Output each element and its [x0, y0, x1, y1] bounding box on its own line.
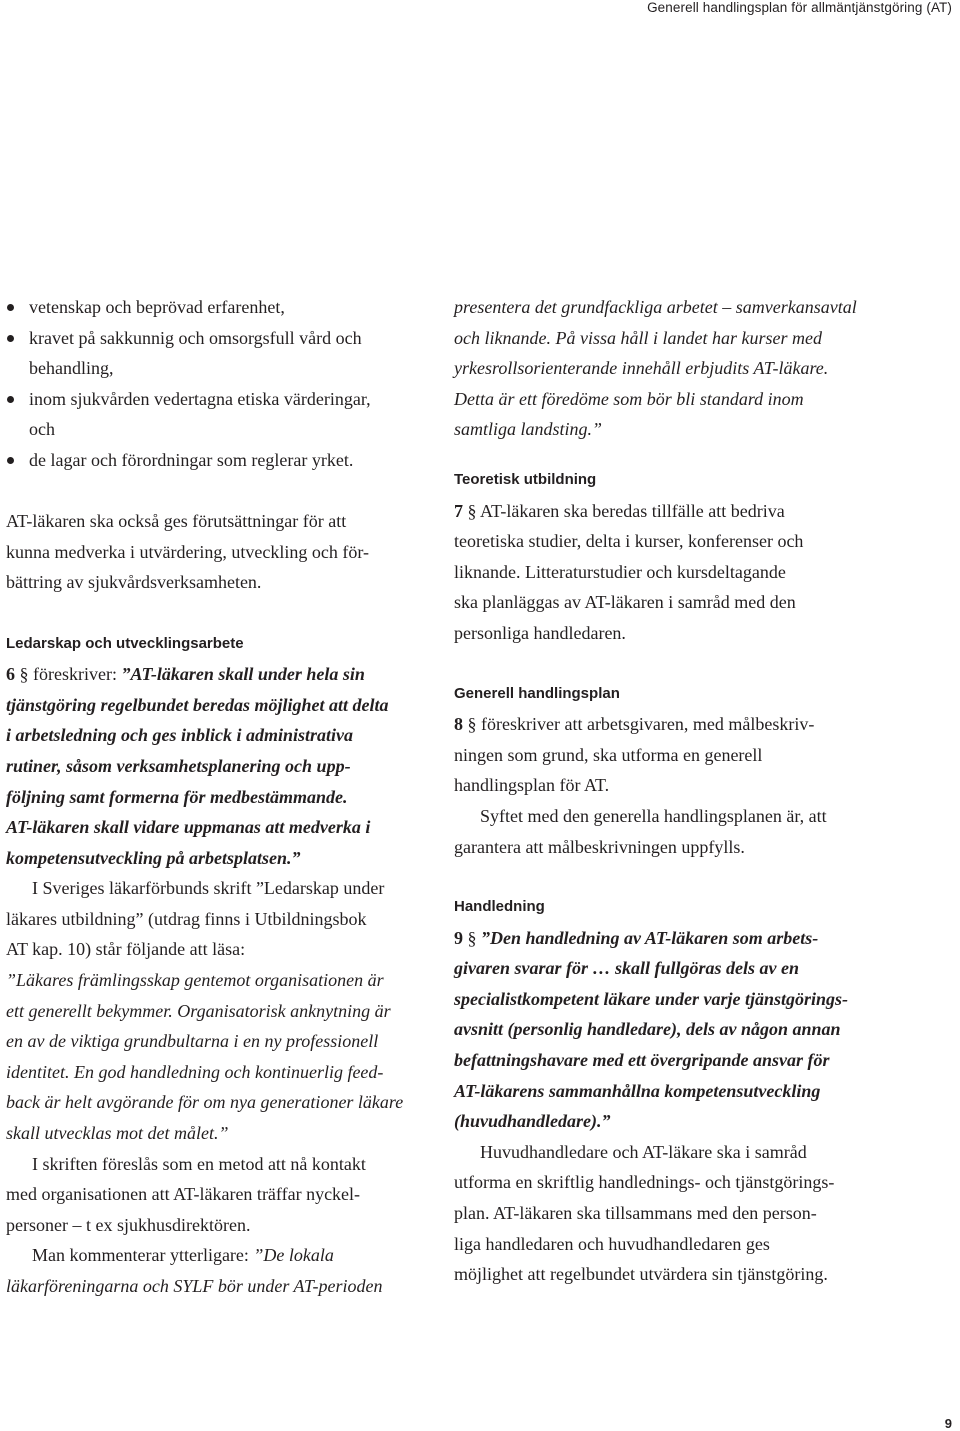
paragraph-section-6: 6 § föreskriver: ”AT-läkaren skall under hela sin tjänstgöring regelbundet beredas möjlighet att delta i arbetsledning och ges inblick i administrativa rutiner, såsom verksamhetsplanering och upp- följning samt formerna för medbestämmande. AT-läkaren skall vidare uppmanas att medverka i kompetensutveckling på arbetsplatsen.”: [6, 664, 389, 868]
section-heading-leadership: Ledarskap och utvecklingsarbete: [6, 634, 244, 652]
paragraph-sign-icon: §: [467, 500, 477, 521]
section-heading-supervision: Handledning: [454, 898, 545, 916]
bullet-item: inom sjukvården vedertagna etiska värderingar, och: [6, 384, 418, 445]
paragraph-section-9: 9 § ”Den handledning av AT-läkaren som arbets- givaren svarar för … skall fullgöras dels av en specialistkompetent läkare under varje tjänstgörings- avsnitt (personlig handledare), dels av någon annan befattningshavare med ett övergripande ansvar för AT-läkarens sammanhållna kompetensutveckling (huvudhandledare).”: [454, 927, 849, 1132]
left-column: [6, 292, 418, 1302]
paragraph-sign-icon: §: [19, 664, 29, 685]
page-number: 9: [944, 1416, 952, 1431]
running-header: Generell handlingsplan för allmäntjänstgöring (AT): [647, 0, 952, 15]
section-number: 7: [454, 500, 463, 521]
quote-alienation: ”Läkares främlingsskap gentemot organisationen är ett generellt bekymmer. Organisatorisk anknytning är en av de viktiga grundbultarna i en ny professionell identitet. En god handledning och kontinuerlig feed- back är helt avgörande för om nya generationer läkare skall utvecklas mot det målet.”: [6, 970, 404, 1144]
section-heading-general-plan: Generell handlingsplan: [454, 684, 620, 702]
bullet-list: [6, 292, 418, 476]
paragraph-main-supervisor: Huvudhandledare och AT-läkare ska i samråd utforma en skriftlig handlednings- och tjänstgörings- plan. AT-läkaren ska tillsammans med den person- liga handledaren och huvudhandledaren ges möjlighet att regelbundet utvärdera sin tjänstgöring.: [454, 1141, 835, 1285]
section-heading-theory: Teoretisk utbildning: [454, 470, 597, 488]
paragraph-lakarforbund: I Sveriges läkarförbunds skrift ”Ledarskap under läkares utbildning” (utdrag finns i Utbildningsbok AT kap. 10) står följande att läsa:: [6, 878, 385, 960]
section-number: 9: [454, 927, 463, 948]
paragraph-section-7: 7 § AT-läkaren ska beredas tillfälle att bedriva teoretiska studier, delta i kurser, konferenser och liknande. Litteraturstudier och kursdeltagande ska planläggas av AT-läkaren i samråd med den personliga handledaren.: [454, 500, 804, 643]
bullet-item: de lagar och förordningar som reglerar yrket.: [6, 445, 418, 476]
paragraph-comment: Man kommenterar ytterligare: ”De lokala läkarföreningarna och SYLF bör under AT-perioden: [6, 1245, 383, 1296]
bullet-item: kravet på sakkunnig och omsorgsfull vård och behandling,: [6, 323, 418, 384]
quote-continuation: presentera det grundfackliga arbetet – samverkansavtal och liknande. På vissa håll i landet har kurser med yrkesrollsorienterande innehåll erbjudits AT-läkare. Detta är ett föredöme som bör bli standard inom samtliga landsting.”: [454, 297, 857, 440]
paragraph-purpose: Syftet med den generella handlingsplanen är, att garantera att målbeskrivningen uppfylls.: [454, 805, 827, 857]
section-number: 6: [6, 664, 15, 685]
paragraph-participation: AT-läkaren ska också ges förutsättningar för att kunna medverka i utvärdering, utveckling och för- bättring av sjukvårdsverksamheten.: [6, 511, 370, 593]
paragraph-sign-icon: §: [467, 927, 477, 948]
section-number: 8: [454, 714, 463, 735]
bullet-item: vetenskap och beprövad erfarenhet,: [6, 292, 418, 323]
paragraph-section-8: 8 § föreskriver att arbetsgivaren, med målbeskriv- ningen som grund, ska utforma en generell handlingsplan för AT.: [454, 714, 815, 796]
paragraph-sign-icon: §: [467, 714, 477, 735]
paragraph-method: I skriften föreslås som en metod att nå kontakt med organisationen att AT-läkaren träffar nyckel- personer – t ex sjukhusdirektören.: [6, 1153, 366, 1235]
right-column: [454, 292, 894, 1290]
